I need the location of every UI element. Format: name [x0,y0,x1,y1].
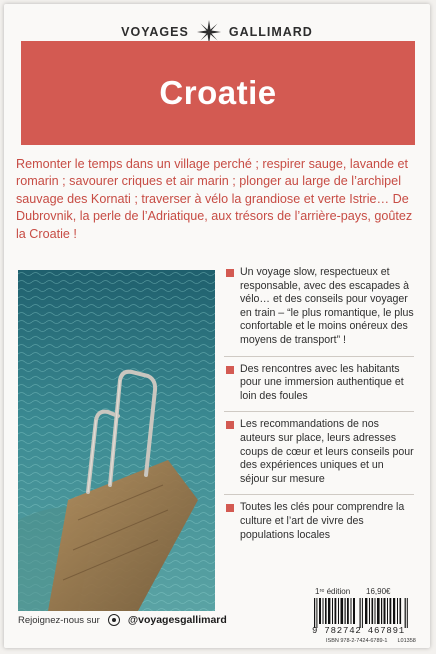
social-handle: @voyagesgallimard [127,614,227,626]
social-follow [18,614,227,626]
social-label: Rejoignez-nous sur [18,614,100,626]
title-band [21,41,415,145]
list-item: Toutes les clés pour comprendre la culture et l’art de vivre des populations locales [224,501,414,550]
instagram-icon [108,614,120,626]
bullet-square-icon [226,504,234,512]
cover-photo [18,270,215,611]
edition-label: 1ʳᵉ édition [315,587,351,596]
sea-ladder-illustration [18,270,215,611]
brand-right: GALLIMARD [228,25,313,39]
list-item: Des rencontres avec les habitants pour une immersion authentique et loin des foules [224,363,414,413]
list-item: Un voyage slow, respectueux et responsable, avec des escapades à vélo… et des conseils pour voyager en train – “le plus romantique, le plus confortable et le moins onéreux des moyens de transport” ! [224,266,414,357]
isbn-number: ISBN 978-2-7424-6789-1 [326,638,388,644]
barcode [314,598,408,628]
product-code: L01358 [397,638,416,644]
bullet-square-icon [226,366,234,374]
isbn-line [326,638,416,644]
ean-number: 9 782742 467891 [312,626,406,636]
book-title: Croatie [159,74,277,111]
brand-left: VOYAGES [121,25,189,39]
price-label: 16,90€ [366,587,391,596]
list-item: Les recommandations de nos auteurs sur place, leurs adresses coups de cœur et leurs conseils pour des expériences uniques et un séjour sur mesure [224,418,414,495]
bullet-square-icon [226,269,234,277]
intro-text: Remonter le temps dans un village perché ; respirer sauge, lavande et romarin ; savourer criques et air marin ; plonger au large de l’archipel sauvage des Kornati ; traverser à vélo la grandiose et verte Istrie… De Dubrovnik, la perle de l’Adriatique, aux trésors de l’arrière-pays, goûtez la Croatie ! [16,157,413,241]
feature-list [224,266,414,556]
bullet-square-icon [226,421,234,429]
